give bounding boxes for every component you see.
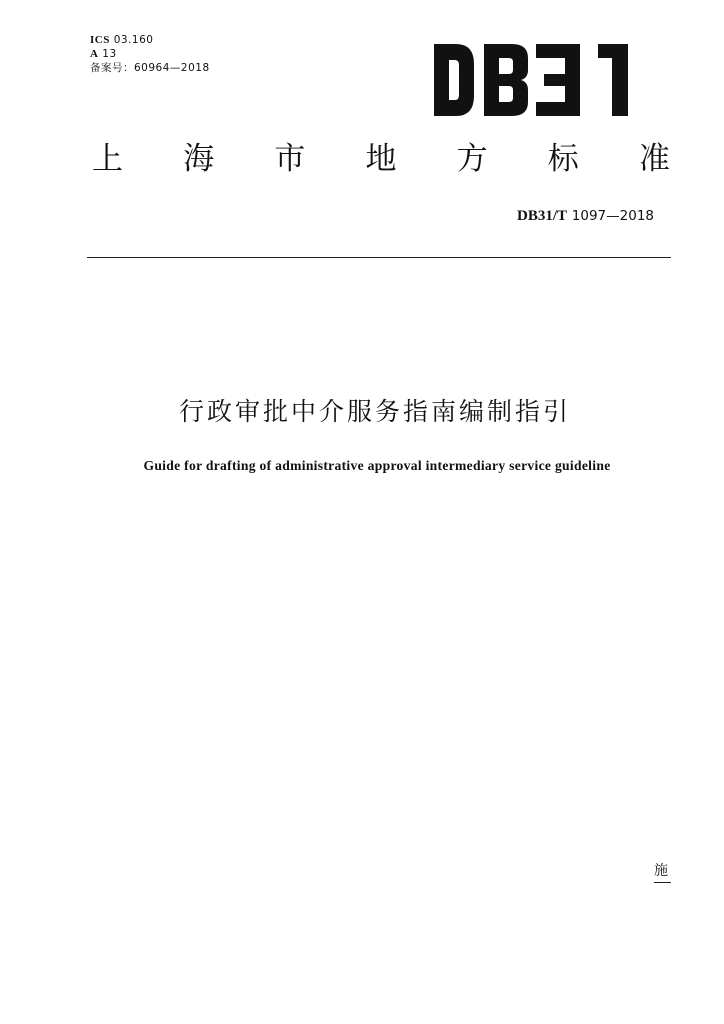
implementation-underline — [654, 882, 671, 883]
standard-type-char: 方 — [456, 141, 488, 177]
standard-type-char: 市 — [274, 141, 306, 177]
document-title-english: Guide for drafting of administrative approval intermediary service guideline — [143, 458, 611, 473]
header-divider — [87, 257, 671, 258]
standard-type-char: 准 — [638, 141, 670, 177]
filing-number — [90, 61, 210, 75]
db31-logo — [432, 40, 632, 120]
ccs-code — [90, 47, 210, 61]
standard-type-heading — [92, 138, 670, 180]
implementation-date-fragment: 施 — [654, 863, 668, 879]
standard-type-char: 标 — [547, 141, 579, 177]
ccs-label: A — [90, 48, 99, 60]
standard-type-char: 地 — [365, 141, 397, 177]
ics-code — [90, 33, 210, 47]
ccs-value: 13 — [102, 48, 117, 60]
document-title-chinese: 行政审批中介服务指南编制指引 — [178, 397, 571, 426]
standard-type-char: 上 — [92, 141, 123, 177]
ics-label: ICS — [90, 34, 110, 46]
classification-block — [90, 33, 210, 75]
standard-type-char: 海 — [183, 141, 215, 177]
ics-value: 03.160 — [113, 34, 154, 46]
filing-label: 备案号： — [90, 62, 134, 74]
standard-number — [517, 206, 654, 225]
standard-number-year: 1097—2018 — [571, 208, 654, 224]
filing-value: 60964—2018 — [134, 62, 210, 74]
standard-number-prefix: DB31/T — [516, 208, 567, 224]
